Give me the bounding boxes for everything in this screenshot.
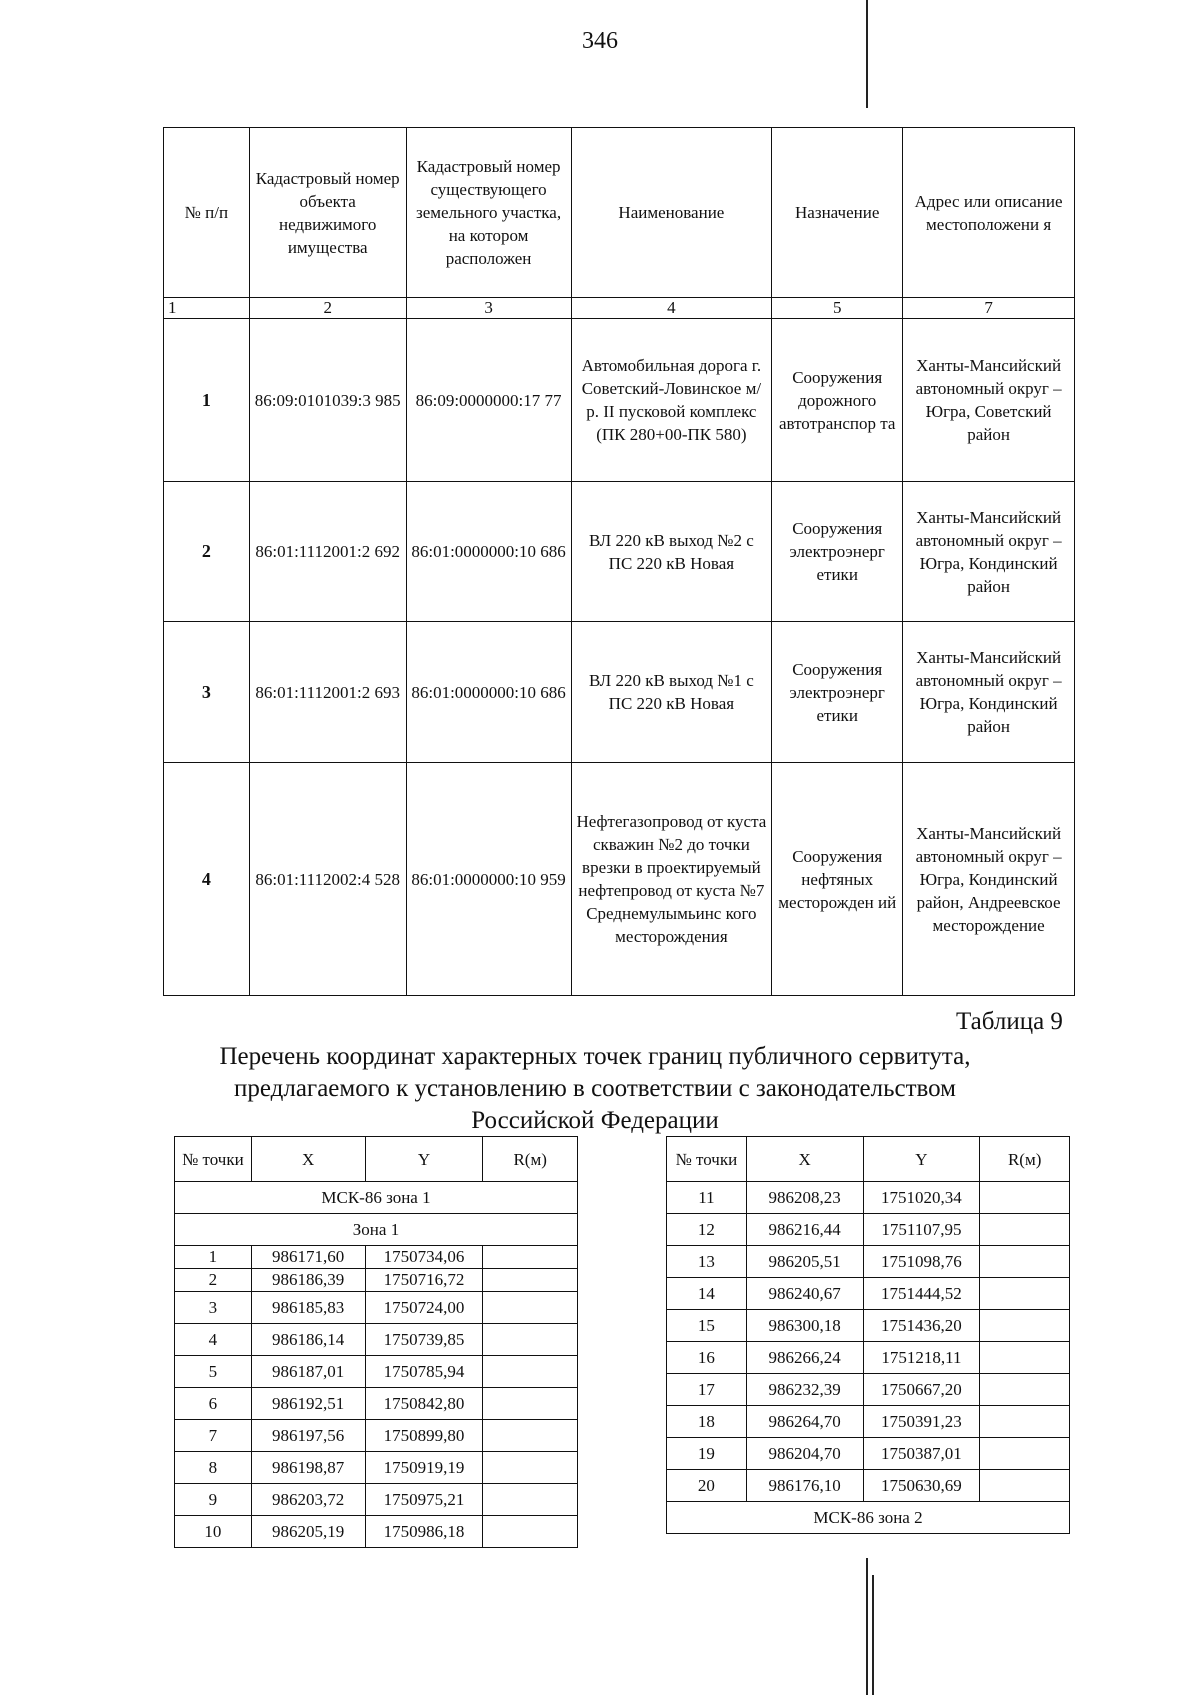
coord-x: 986300,18: [746, 1310, 863, 1342]
table-row: [175, 1292, 578, 1324]
header-cell: Y: [863, 1137, 980, 1182]
coord-x: 986216,44: [746, 1214, 863, 1246]
point-number: 3: [175, 1292, 252, 1324]
table-row: [667, 1246, 1070, 1278]
table-row: [175, 1452, 578, 1484]
column-number: 2: [249, 298, 406, 319]
object-purpose: Сооружения нефтяных месторожден ий: [772, 763, 903, 996]
point-number: 9: [175, 1484, 252, 1516]
coord-r: [980, 1342, 1070, 1374]
coord-y: 1751020,34: [863, 1182, 980, 1214]
table-row: [175, 1388, 578, 1420]
table-label: Таблица 9: [956, 1008, 1063, 1035]
point-number: 16: [667, 1342, 747, 1374]
column-number: 5: [772, 298, 903, 319]
scan-artifact-line: [866, 0, 868, 108]
page-number: 346: [582, 28, 618, 54]
coord-r: [483, 1388, 578, 1420]
coord-r: [980, 1278, 1070, 1310]
column-number-row: [164, 298, 1075, 319]
row-number: 3: [164, 622, 250, 763]
coord-r: [483, 1356, 578, 1388]
table-title: Перечень координат характерных точек границ публичного сервитута, предлагаемого к установлению в соответствии с законодательством Российской Федерации: [219, 1043, 971, 1134]
column-number: 1: [164, 298, 250, 319]
table-row: [175, 1324, 578, 1356]
coord-x: 986264,70: [746, 1406, 863, 1438]
table-row: [175, 1420, 578, 1452]
coord-x: 986185,83: [251, 1292, 365, 1324]
scan-artifact-line: [866, 1558, 868, 1695]
coord-r: [980, 1470, 1070, 1502]
coordinates-header-row: [667, 1137, 1070, 1182]
table-row: [164, 482, 1075, 622]
point-number: 18: [667, 1406, 747, 1438]
coord-r: [483, 1246, 578, 1269]
coord-x: 986186,39: [251, 1269, 365, 1292]
header-cell: X: [251, 1137, 365, 1182]
coord-x: 986204,70: [746, 1438, 863, 1470]
coord-y: 1750724,00: [365, 1292, 483, 1324]
coord-r: [980, 1214, 1070, 1246]
coord-y: 1750899,80: [365, 1420, 483, 1452]
zone-system-row: [667, 1502, 1070, 1534]
object-address: Ханты-Мансийский автономный округ – Югра, Кондинский район, Андреевское месторождение: [903, 763, 1075, 996]
land-cadastral-number: 86:01:0000000:10 686: [406, 622, 571, 763]
point-number: 10: [175, 1516, 252, 1548]
coord-y: 1750716,72: [365, 1269, 483, 1292]
coord-r: [483, 1292, 578, 1324]
coord-r: [483, 1452, 578, 1484]
row-number: 1: [164, 319, 250, 482]
table-row: [164, 622, 1075, 763]
table-row: [667, 1406, 1070, 1438]
coord-x: 986197,56: [251, 1420, 365, 1452]
point-number: 17: [667, 1374, 747, 1406]
coord-r: [483, 1420, 578, 1452]
coordinates-table-right: [666, 1136, 1070, 1534]
coord-y: 1750387,01: [863, 1438, 980, 1470]
object-address: Ханты-Мансийский автономный округ – Югра, Кондинский район: [903, 482, 1075, 622]
zone-system-label: МСК-86 зона 1: [175, 1182, 578, 1214]
point-number: 12: [667, 1214, 747, 1246]
point-number: 1: [175, 1246, 252, 1269]
point-number: 8: [175, 1452, 252, 1484]
column-number: 3: [406, 298, 571, 319]
coord-y: 1750630,69: [863, 1470, 980, 1502]
zone-system-label: МСК-86 зона 2: [667, 1502, 1070, 1534]
zone-row: [175, 1214, 578, 1246]
object-cadastral-number: 86:01:1112001:2 692: [249, 482, 406, 622]
column-number: 4: [571, 298, 772, 319]
coord-y: 1751107,95: [863, 1214, 980, 1246]
coord-r: [483, 1516, 578, 1548]
coord-x: 986198,87: [251, 1452, 365, 1484]
table-row: [667, 1182, 1070, 1214]
table-row: [667, 1374, 1070, 1406]
coord-r: [980, 1246, 1070, 1278]
coord-y: 1751218,11: [863, 1342, 980, 1374]
coord-y: 1750975,21: [365, 1484, 483, 1516]
table-row: [667, 1342, 1070, 1374]
coord-y: 1750919,19: [365, 1452, 483, 1484]
coord-r: [980, 1406, 1070, 1438]
coord-y: 1750739,85: [365, 1324, 483, 1356]
object-purpose: Сооружения электроэнерг етики: [772, 482, 903, 622]
table-row: [667, 1214, 1070, 1246]
coord-y: 1750734,06: [365, 1246, 483, 1269]
point-number: 2: [175, 1269, 252, 1292]
coord-x: 986208,23: [746, 1182, 863, 1214]
object-address: Ханты-Мансийский автономный округ – Югра, Советский район: [903, 319, 1075, 482]
object-name: ВЛ 220 кВ выход №2 с ПС 220 кВ Новая: [571, 482, 772, 622]
coord-y: 1750986,18: [365, 1516, 483, 1548]
coord-x: 986266,24: [746, 1342, 863, 1374]
header-cell: X: [746, 1137, 863, 1182]
table-row: [164, 319, 1075, 482]
coord-x: 986205,19: [251, 1516, 365, 1548]
coordinates-table-left: [174, 1136, 578, 1548]
coord-y: 1751444,52: [863, 1278, 980, 1310]
object-cadastral-number: 86:01:1112002:4 528: [249, 763, 406, 996]
header-cell: Кадастровый номер существующего земельного участка, на котором расположен: [406, 128, 571, 298]
header-cell: № п/п: [164, 128, 250, 298]
table-row: [164, 763, 1075, 996]
object-address: Ханты-Мансийский автономный округ – Югра, Кондинский район: [903, 622, 1075, 763]
zone-system-row: [175, 1182, 578, 1214]
point-number: 4: [175, 1324, 252, 1356]
header-cell: № точки: [175, 1137, 252, 1182]
object-purpose: Сооружения дорожного автотранспор та: [772, 319, 903, 482]
coord-r: [483, 1269, 578, 1292]
point-number: 13: [667, 1246, 747, 1278]
zone-label: Зона 1: [175, 1214, 578, 1246]
coord-r: [980, 1374, 1070, 1406]
coord-x: 986176,10: [746, 1470, 863, 1502]
scan-artifact-line: [872, 1575, 874, 1695]
coord-x: 986232,39: [746, 1374, 863, 1406]
coordinates-header-row: [175, 1137, 578, 1182]
header-cell: Назначение: [772, 128, 903, 298]
land-cadastral-number: 86:09:0000000:17 77: [406, 319, 571, 482]
coord-y: 1750667,20: [863, 1374, 980, 1406]
object-name: ВЛ 220 кВ выход №1 с ПС 220 кВ Новая: [571, 622, 772, 763]
coord-r: [980, 1310, 1070, 1342]
row-number: 4: [164, 763, 250, 996]
table-row: [667, 1278, 1070, 1310]
point-number: 15: [667, 1310, 747, 1342]
object-purpose: Сооружения электроэнерг етики: [772, 622, 903, 763]
header-cell: Наименование: [571, 128, 772, 298]
objects-table: [163, 127, 1075, 996]
object-cadastral-number: 86:09:0101039:3 985: [249, 319, 406, 482]
object-name: Нефтегазопровод от куста скважин №2 до точки врезки в проектируемый нефтепровод от куста №7 Среднемулымьинс кого месторождения: [571, 763, 772, 996]
header-cell: Y: [365, 1137, 483, 1182]
object-name: Автомобильная дорога г. Советский-Ловинское м/р. II пусковой комплекс (ПК 280+00-ПК 580): [571, 319, 772, 482]
point-number: 14: [667, 1278, 747, 1310]
coord-x: 986203,72: [251, 1484, 365, 1516]
object-cadastral-number: 86:01:1112001:2 693: [249, 622, 406, 763]
table-row: [667, 1438, 1070, 1470]
table-row: [667, 1470, 1070, 1502]
land-cadastral-number: 86:01:0000000:10 959: [406, 763, 571, 996]
table-row: [175, 1356, 578, 1388]
point-number: 6: [175, 1388, 252, 1420]
table-row: [667, 1310, 1070, 1342]
coord-x: 986240,67: [746, 1278, 863, 1310]
header-cell: № точки: [667, 1137, 747, 1182]
table-row: [175, 1484, 578, 1516]
point-number: 19: [667, 1438, 747, 1470]
coord-x: 986205,51: [746, 1246, 863, 1278]
coord-y: 1751436,20: [863, 1310, 980, 1342]
header-cell: R(м): [980, 1137, 1070, 1182]
coord-x: 986187,01: [251, 1356, 365, 1388]
coord-r: [483, 1484, 578, 1516]
point-number: 11: [667, 1182, 747, 1214]
header-cell: Кадастровый номер объекта недвижимого имущества: [249, 128, 406, 298]
coord-r: [483, 1324, 578, 1356]
coord-r: [980, 1438, 1070, 1470]
coord-y: 1751098,76: [863, 1246, 980, 1278]
header-cell: R(м): [483, 1137, 578, 1182]
coord-r: [980, 1182, 1070, 1214]
land-cadastral-number: 86:01:0000000:10 686: [406, 482, 571, 622]
table-row: [175, 1269, 578, 1292]
coord-y: 1750842,80: [365, 1388, 483, 1420]
point-number: 7: [175, 1420, 252, 1452]
table-row: [175, 1516, 578, 1548]
point-number: 5: [175, 1356, 252, 1388]
header-cell: Адрес или описание местоположени я: [903, 128, 1075, 298]
coord-x: 986192,51: [251, 1388, 365, 1420]
column-number: 7: [903, 298, 1075, 319]
coord-x: 986171,60: [251, 1246, 365, 1269]
row-number: 2: [164, 482, 250, 622]
coord-y: 1750785,94: [365, 1356, 483, 1388]
point-number: 20: [667, 1470, 747, 1502]
table-row: [175, 1246, 578, 1269]
coord-y: 1750391,23: [863, 1406, 980, 1438]
coord-x: 986186,14: [251, 1324, 365, 1356]
objects-header-row: [164, 128, 1075, 298]
